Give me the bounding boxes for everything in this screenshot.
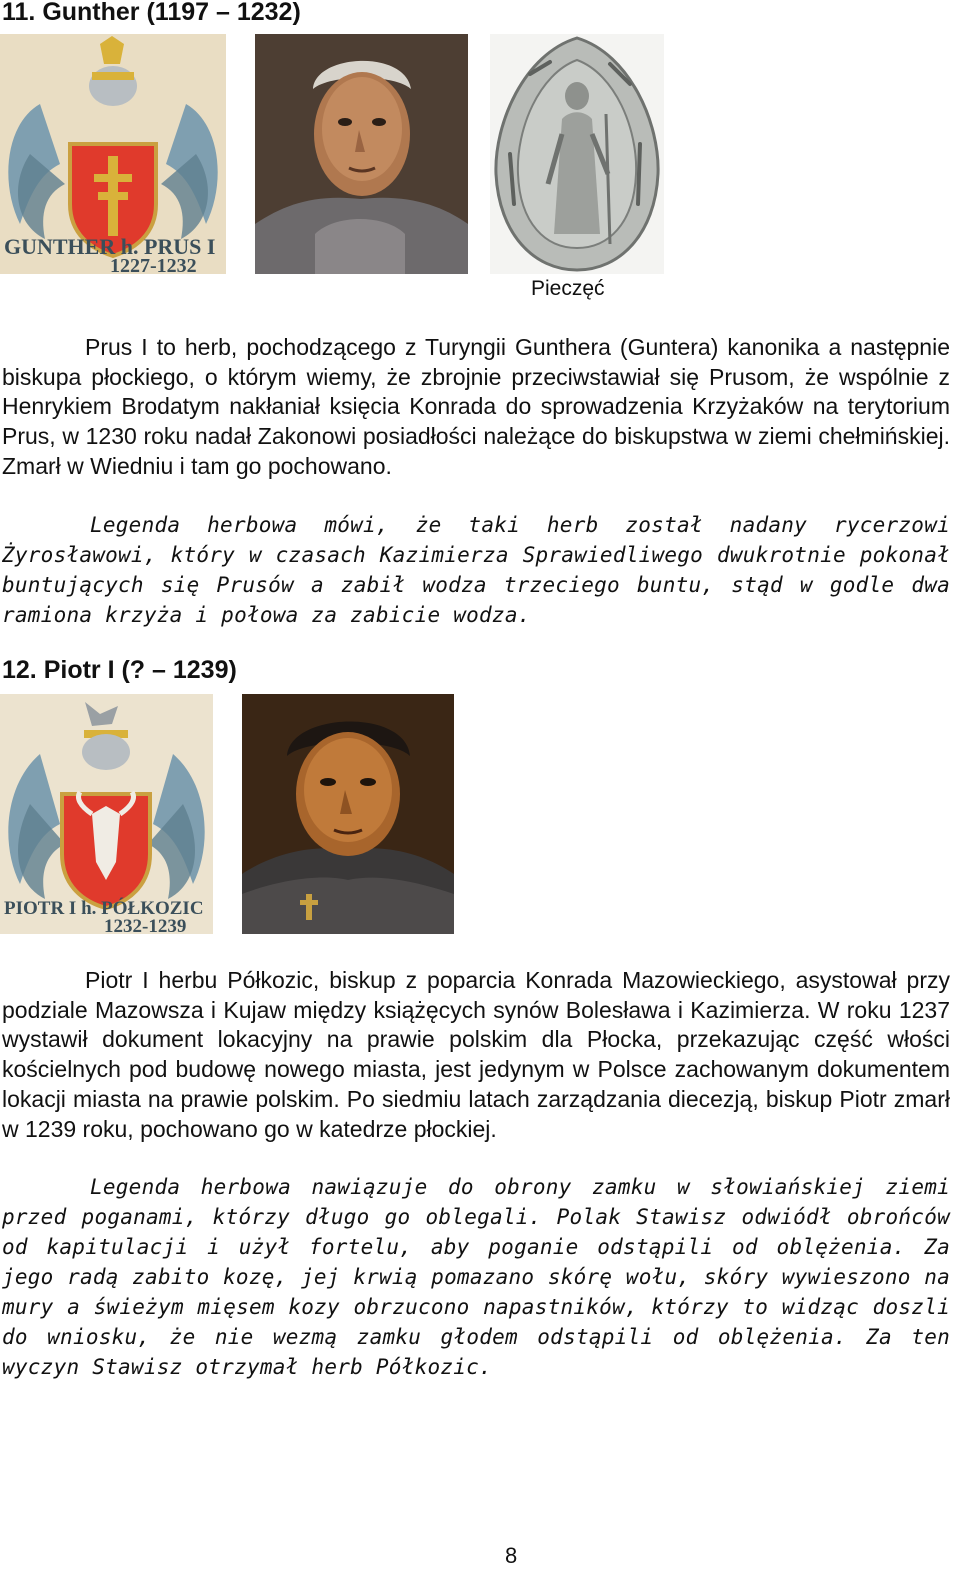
gunther-crest-caption-name: GUNTHER h. PRUS I (4, 234, 216, 259)
gunther-crest-caption-years: 1227-1232 (110, 255, 197, 274)
section-heading-piotr: 12. Piotr I (? – 1239) (2, 656, 237, 684)
gunther-portrait-image (255, 34, 468, 274)
piotr-crest-caption-years: 1232-1239 (104, 916, 187, 934)
piotr-crest-caption-name: PIOTR I h. PÓŁKOZIC (4, 898, 204, 919)
piotr-legend-paragraph: Legenda herbowa nawiązuje do obrony zamku w słowiańskiej ziemi przed poganami, którzy długo go oblegali. Polak Stawisz odwiódł obrońców od kapitulacji i użył fortelu, aby poganie odstąpili od oblężenia. Za jego radą zabito kozę, jej krwią pomazano skórę wołu, skóry wywieszono na mury a świeżym mięsem kozy obrzucono napastników, którzy to widząc doszli do wniosku, że nie wezmą zamku głodem odstąpili od oblężenia. Za ten wyczyn Stawisz otrzymał herb Półkozic. (2, 1175, 950, 1379)
gunther-legend-paragraph: Legenda herbowa mówi, że taki herb został nadany rycerzowi Żyrosławowi, który w czasach Kazimierza Sprawiedliwego dwukrotnie pokonał buntujących się Prusów a zabił wodza trzeciego buntu, stąd w godle dwa ramiona krzyża i połowa za zabicie wodza. (2, 513, 950, 627)
page-number: 8 (505, 1543, 518, 1568)
gunther-coat-of-arms-image (0, 34, 226, 274)
section-heading-gunther: 11. Gunther (1197 – 1232) (2, 0, 301, 26)
piotr-portrait-image (242, 694, 454, 934)
gunther-seal-image (490, 34, 664, 274)
gunther-biography-paragraph: Prus I to herb, pochodzącego z Turyngii Gunthera (Guntera) kanonika a następnie biskupa płockiego, o którym wiemy, że zbrojnie przeciwstawiał się Prusom, że wspólnie z Henrykiem Brodatym nakłaniał księcia Konrada do sprowadzenia Krzyżaków na terytorium Prus, w 1230 roku nadał Zakonowi posiadłości należące do biskupstwa w ziemi chełmińskiej. Zmarł w Wiedniu i tam go pochowano. (2, 334, 950, 479)
piotr-coat-of-arms-image (0, 694, 213, 934)
piotr-biography-paragraph: Piotr I herbu Półkozic, biskup z poparcia Konrada Mazowieckiego, asystował przy podziale Mazowsza i Kujaw między książęcych synów Bolesława i Kazimierza. W roku 1237 wystawił dokument lokacyjny na prawie polskim dla Płocka, przekazując część włości kościelnych pod budowę nowego miasta, jest jedynym w Polsce zachowanym dokumentem lokacji miasta na prawie polskim. Po siedmiu latach zarządzania diecezją, biskup Piotr zmarł w 1239 roku, pochowano go w katedrze płockiej. (2, 967, 950, 1142)
seal-caption: Pieczęć (531, 277, 605, 300)
